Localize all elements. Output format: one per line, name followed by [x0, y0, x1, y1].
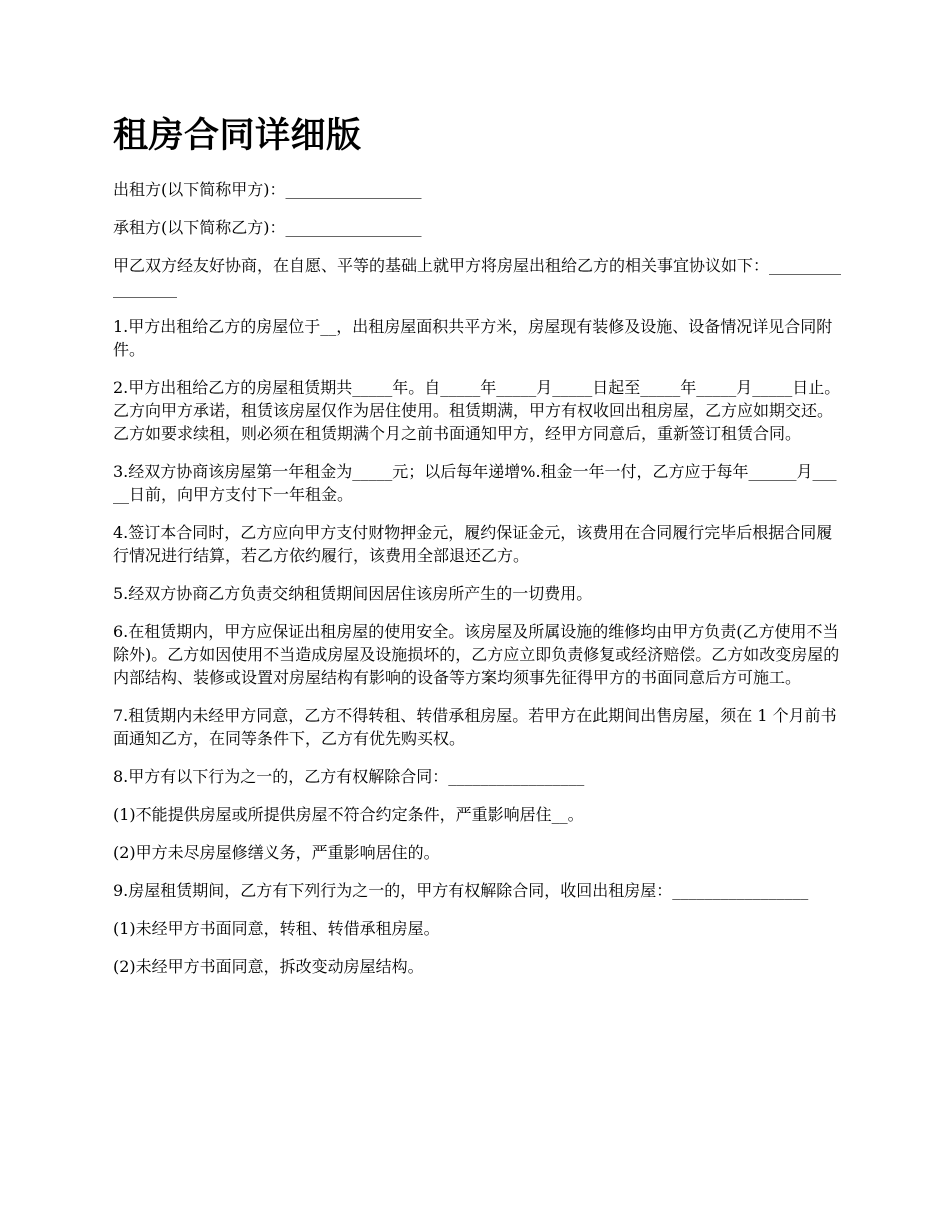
clause-2: 2.甲方出租给乙方的房屋租赁期共_____年。自_____年_____月_____日起至_____年_____月_____日止。乙方向甲方承诺，租赁该房屋仅作为居住使用。租赁期满，甲方有权收回出租房屋，乙方应如期交还。乙方如要求续租，则必须在租赁期满个月之前书面通知甲方，经甲方同意后，重新签订租赁合同。 — [113, 378, 841, 443]
clause-8: 8.甲方有以下行为之一的，乙方有权解除合同：_________________ — [113, 767, 585, 786]
clause-8-item-1: (1)不能提供房屋或所提供房屋不符合约定条件，严重影响居住__。 — [113, 805, 584, 824]
clause-9: 9.房屋租赁期间，乙方有下列行为之一的，甲方有权解除合同，收回出租房屋：_________________ — [113, 881, 809, 900]
clause-9-item-1: (1)未经甲方书面同意，转租、转借承租房屋。 — [113, 919, 440, 938]
clause-9-item-2: (2)未经甲方书面同意，拆改变动房屋结构。 — [113, 957, 424, 976]
lessee-line: 承租方(以下简称乙方)：_________________ — [113, 218, 422, 237]
document-page — [113, 108, 843, 993]
clause-4: 4.签订本合同时，乙方应向甲方支付财物押金元，履约保证金元，该费用在合同履行完毕后根据合同履行情况进行结算，若乙方依约履行，该费用全部退还乙方。 — [113, 523, 833, 565]
clause-7: 7.租赁期内未经甲方同意，乙方不得转租、转借承租房屋。若甲方在此期间出售房屋，须在 1 个月前书面通知乙方，在同等条件下，乙方有优先购买权。 — [113, 706, 837, 748]
clause-8-item-2: (2)甲方未尽房屋修缮义务，严重影响居住的。 — [113, 843, 440, 862]
clause-5: 5.经双方协商乙方负责交纳租赁期间因居住该房所产生的一切费用。 — [113, 584, 593, 603]
lessor-line: 出租方(以下简称甲方)：_________________ — [113, 180, 422, 199]
clause-3: 3.经双方协商该房屋第一年租金为_____元；以后每年递增%.租金一年一付，乙方应于每年______月_____日前，向甲方支付下一年租金。 — [113, 462, 837, 504]
document-title: 租房合同详细版 — [113, 116, 362, 156]
clause-1: 1.甲方出租给乙方的房屋位于__，出租房屋面积共平方米，房屋现有装修及设施、设备情况详见合同附件。 — [113, 317, 833, 359]
clause-6: 6.在租赁期内，甲方应保证出租房屋的使用安全。该房屋及所属设施的维修均由甲方负责(乙方使用不当除外)。乙方如因使用不当造成房屋及设施损坏的，乙方应立即负责修复或经济赔偿。乙方如改变房屋的内部结构、装修或设置对房屋结构有影响的设备等方案均须事先征得甲方的书面同意后方可施工。 — [113, 622, 840, 687]
preamble-paragraph: 甲乙双方经友好协商，在自愿、平等的基础上就甲方将房屋出租给乙方的相关事宜协议如下：_________________ — [113, 256, 842, 298]
